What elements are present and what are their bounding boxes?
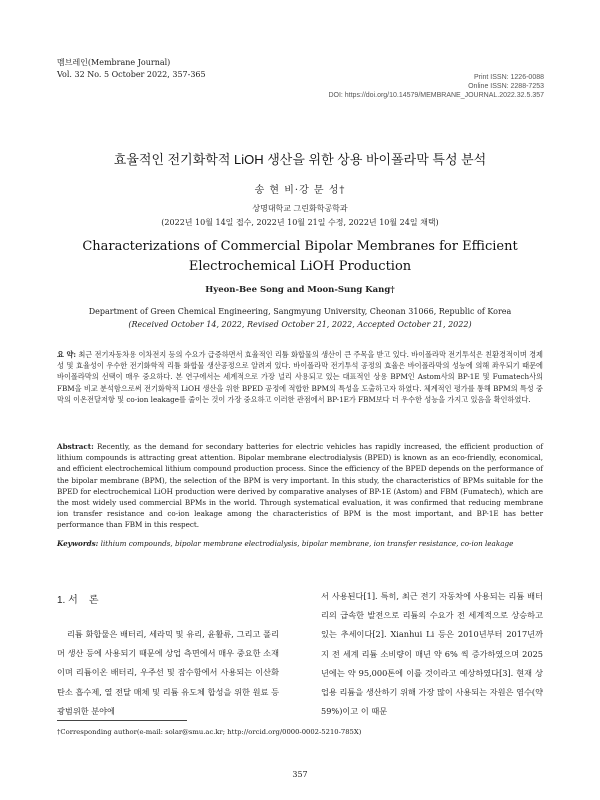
korean-dates: (2022년 10월 14일 접수, 2022년 10월 21일 수정, 2022년 10월 24일 채택) [161, 218, 439, 227]
english-dates: (Received October 14, 2022, Revised October 21, 2022, Accepted October 21, 2022) [128, 320, 472, 329]
keywords-label: Keywords: [57, 539, 99, 548]
english-abstract-text: Recently, as the demand for secondary batteries for electric vehicles has rapidly increased, the efficient production of lithium compounds is attracting great attention. Bipolar membrane electrodialysis (BPED) is known as an eco-friendly, economical, and efficient electrochemical lithium compound production process. Since the efficiency of the BPED depends on the performance of the bipolar membrane (BPM), the selection of the BPM is very important. In this study, the characteristics of BPMs suitable for the BPED for electrochemical LiOH production were derived by comparative analyses of BP-1E (Astom) and FBM (Fumatech), which are the most widely used commercial BPMs in the world. Through systematical evaluation, it was confirmed that reducing membrane ion transfer resistance and co-ion leakage among the characteristics of BPM is the most important, and BP-1E has better performance than FBM in this respect. [57, 442, 543, 530]
korean-title: 효율적인 전기화학적 LiOH 생산을 위한 상용 바이폴라막 특성 분석 [113, 152, 487, 167]
korean-abstract-label: 요 약: [57, 350, 77, 359]
english-affiliation: Department of Green Chemical Engineering, Sangmyung University, Cheonan 31066, Republic of Korea [88, 307, 512, 316]
online-issn: Online ISSN: 2288-7253 [468, 83, 544, 90]
english-abstract-label: Abstract: [57, 442, 94, 451]
body-column-right: 서 사용된다[1]. 특히, 최근 전기 자동차에 사용되는 리튬 배터리의 급속한 발전으로 리튬의 수요가 전 세계적으로 상승하고 있는 추세이다[2]. Xianhui Li 등은 2010년부터 2017년까지 전 세계 리튬 소비량이 매년 약 6% 씩 증가하였으며 2025년에는 약 95,000톤에 이를 것이라고 예상하였다[3]. 현재 상업용 리튬을 생산하기 위해 가장 많이 사용되는 자원은 염수(약 59%)이고 이 때문 [321, 591, 543, 717]
english-title: Characterizations of Commercial Bipolar Membranes for Efficient Electrochemical LiOH Production [82, 239, 518, 274]
doi-link[interactable]: DOI: https://doi.org/10.14579/MEMBRANE_JOURNAL.2022.32.5.357 [328, 92, 544, 99]
english-abstract [57, 441, 543, 531]
issn-block [328, 73, 544, 100]
korean-authors: 송 현 비·강 문 성† [254, 185, 346, 196]
korean-abstract-text: 최근 전기자동차용 이차전지 등의 수요가 급증하면서 효율적인 리튬 화합물의 생산이 큰 주목을 받고 있다. 바이폴라막 전기투석은 친환경적이며 경제성 및 효율성이 우수한 전기화학적 리튬 화합물 생산공정으로 알려져 있다. 바이폴라막 전기투석 공정의 효율은 바이폴라막의 성능에 의해 좌우되기 때문에 바이폴라막의 선택이 매우 중요하다. 본 연구에서는 세계적으로 가장 널리 사용되고 있는 대표적인 상용 BPM인 Astom사의 BP-1E 및 Fumatech사의 FBM을 비교 분석함으로써 전기화학적 LiOH 생산을 위한 BPED 공정에 적합한 BPM의 특성을 도출하고자 하였다. 체계적인 평가를 통해 BPM의 특성 중 막의 이온전달저항 및 co-ion leakage를 줄이는 것이 가장 중요하고 이러한 관점에서 BP-1E가 FBM보다 더 우수한 성능을 가지고 있음을 확인하였다. [57, 350, 544, 404]
page-number: 357 [292, 770, 308, 779]
footnote: †Corresponding author(e-mail: solar@smu.ac.kr; http://orcid.org/0000-0002-5210-785X) [57, 728, 362, 736]
journal-header [57, 57, 206, 80]
korean-abstract [57, 349, 543, 405]
body-column-left: 리튬 화합물은 배터리, 세라믹 및 유리, 윤활류, 그리고 폴리머 생산 등에 사용되기 때문에 상업 측면에서 매우 중요한 소재이며 리튬이온 배터리, 우주선 및 잠수함에서 사용되는 이산화탄소 흡수제, 열 전달 매체 및 리튬 유도체 합성을 위한 원료 등 광범위한 분야에 [57, 629, 279, 716]
footnote-rule [57, 720, 187, 721]
print-issn: Print ISSN: 1226-0088 [473, 74, 544, 81]
keywords [57, 538, 543, 549]
section-heading: 1. 서 론 [57, 595, 99, 606]
journal-name: 멤브레인(Membrane Journal) [57, 58, 171, 67]
english-authors: Hyeon-Bee Song and Moon-Sung Kang† [205, 285, 395, 295]
korean-affiliation: 상명대학교 그린화학공학과 [252, 204, 348, 213]
keywords-text: lithium compounds, bipolar membrane electrodialysis, bipolar membrane, ion transfer resistance, co-ion leakage [100, 539, 514, 548]
volume-info: Vol. 32 No. 5 October 2022, 357-365 [57, 69, 206, 79]
